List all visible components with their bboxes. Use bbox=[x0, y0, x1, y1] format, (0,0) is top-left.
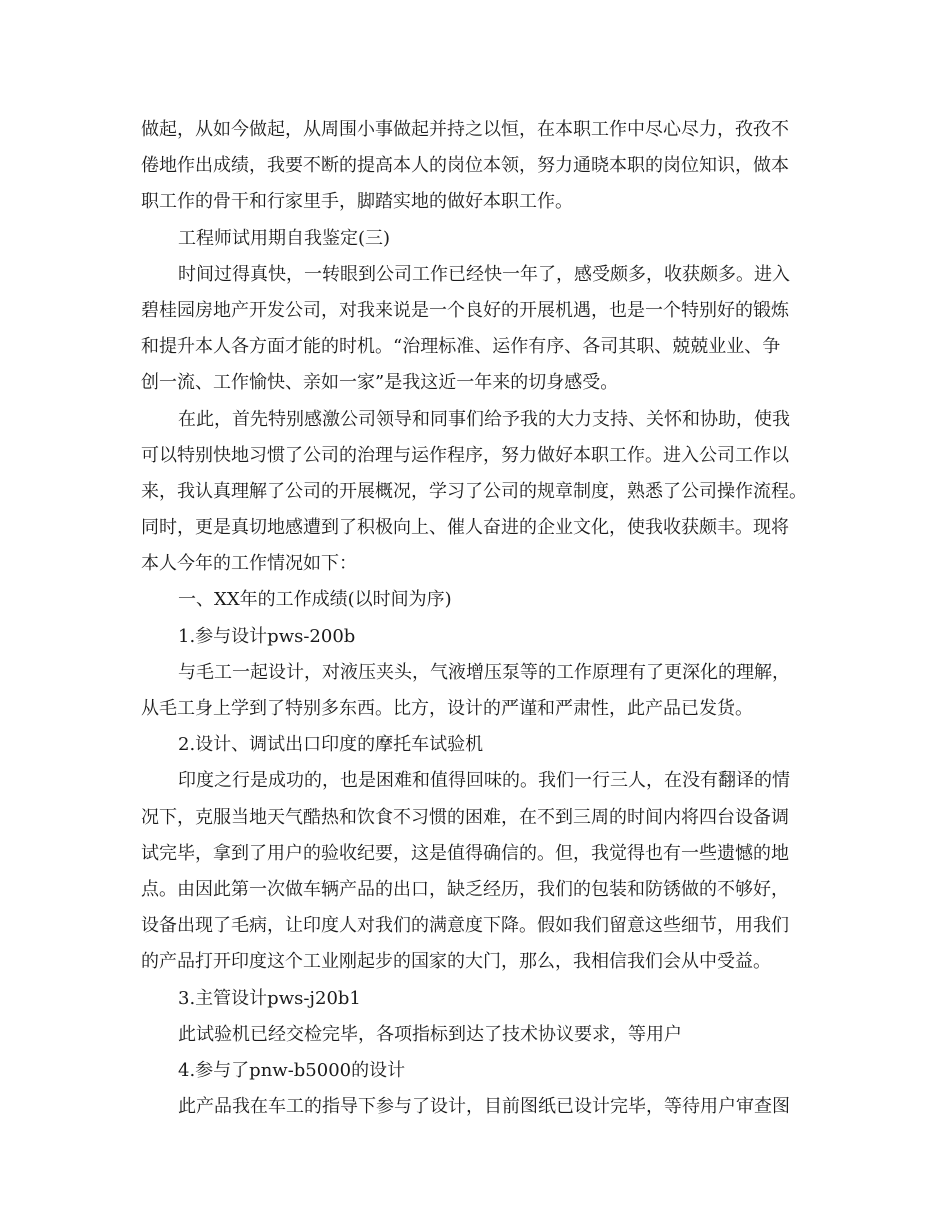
paragraph-first-line: 此试验机已经交检完毕，各项指标到达了技术协议要求，等用户 bbox=[178, 1023, 682, 1045]
paragraph-first-line: 此产品我在车工的指导下参与了设计，目前图纸已设计完毕，等待用户审查图 bbox=[178, 1096, 790, 1118]
body-text-line: 本人今年的工作情况如下： bbox=[141, 553, 357, 575]
list-heading: 一、XX年的工作成绩(以时间为序) bbox=[178, 589, 452, 611]
body-text-line: 设备出现了毛病，让印度人对我们的满意度下降。假如我们留意这些细节，用我们 bbox=[141, 915, 789, 937]
paragraph-first-line: 印度之行是成功的，也是困难和值得回味的。我们一行三人，在没有翻译的情 bbox=[178, 770, 790, 792]
body-text-line: 从毛工身上学到了特别多东西。比方，设计的严谨和严肃性，此产品已发货。 bbox=[141, 698, 753, 719]
paragraph-first-line: 与毛工一起设计，对液压夹头，气液增压泵等的工作原理有了更深化的理解， bbox=[178, 661, 790, 683]
body-text-line: 创一流、工作愉快、亲如一家”是我这近一年来的切身感受。 bbox=[141, 372, 619, 394]
body-text-line: 的产品打开印度这个工业刚起步的国家的大门，那么，我相信我们会从中受益。 bbox=[141, 951, 771, 973]
paragraph-first-line: 在此，首先特别感激公司领导和同事们给予我的大力支持、关怀和协助，使我 bbox=[178, 408, 790, 430]
body-text-line: 碧桂园房地产开发公司，对我来说是一个良好的开展机遇，也是一个特别好的锻炼 bbox=[141, 299, 789, 321]
body-text-line: 同时，更是真切地感遭到了积极向上、催人奋进的企业文化，使我收获颇丰。现将 bbox=[141, 517, 789, 539]
body-text-line: 职工作的骨干和行家里手，脚踏实地的做好本职工作。 bbox=[141, 191, 573, 213]
list-item-title: 4.参与了pnw-b5000的设计 bbox=[178, 1059, 406, 1081]
section-heading: 工程师试用期自我鉴定(三) bbox=[178, 227, 391, 249]
body-text-line: 况下，克服当地天气酷热和饮食不习惯的困难，在不到三周的时间内将四台设备调 bbox=[141, 806, 789, 828]
list-item-title: 3.主管设计pws-j20b1 bbox=[178, 987, 361, 1009]
body-text-line: 和提升本人各方面才能的时机。“治理标准、运作有序、各司其职、兢兢业业、争 bbox=[141, 336, 781, 358]
body-text-line: 来，我认真理解了公司的开展概况，学习了公司的规章制度，熟悉了公司操作流程。 bbox=[141, 480, 807, 502]
list-item-title: 1.参与设计pws-200b bbox=[178, 625, 356, 647]
document-body bbox=[141, 112, 831, 1125]
paragraph-first-line: 时间过得真快，一转眼到公司工作已经快一年了，感受颇多，收获颇多。进入 bbox=[178, 263, 790, 285]
body-text-line: 试完毕，拿到了用户的验收纪要，这是值得确信的。但，我觉得也有一些遗憾的地 bbox=[141, 842, 789, 864]
list-item-title: 2.设计、调试出口印度的摩托车试验机 bbox=[178, 734, 484, 756]
body-text-line: 可以特别快地习惯了公司的治理与运作程序，努力做好本职工作。进入公司工作以 bbox=[141, 444, 789, 466]
body-text-line: 点。由因此第一次做车辆产品的出口，缺乏经历，我们的包装和防锈做的不够好， bbox=[141, 878, 789, 900]
body-text-line: 倦地作出成绩，我要不断的提高本人的岗位本领，努力通晓本职的岗位知识，做本 bbox=[141, 155, 789, 177]
body-text-line: 做起，从如今做起，从周围小事做起并持之以恒，在本职工作中尽心尽力，孜孜不 bbox=[141, 119, 789, 140]
